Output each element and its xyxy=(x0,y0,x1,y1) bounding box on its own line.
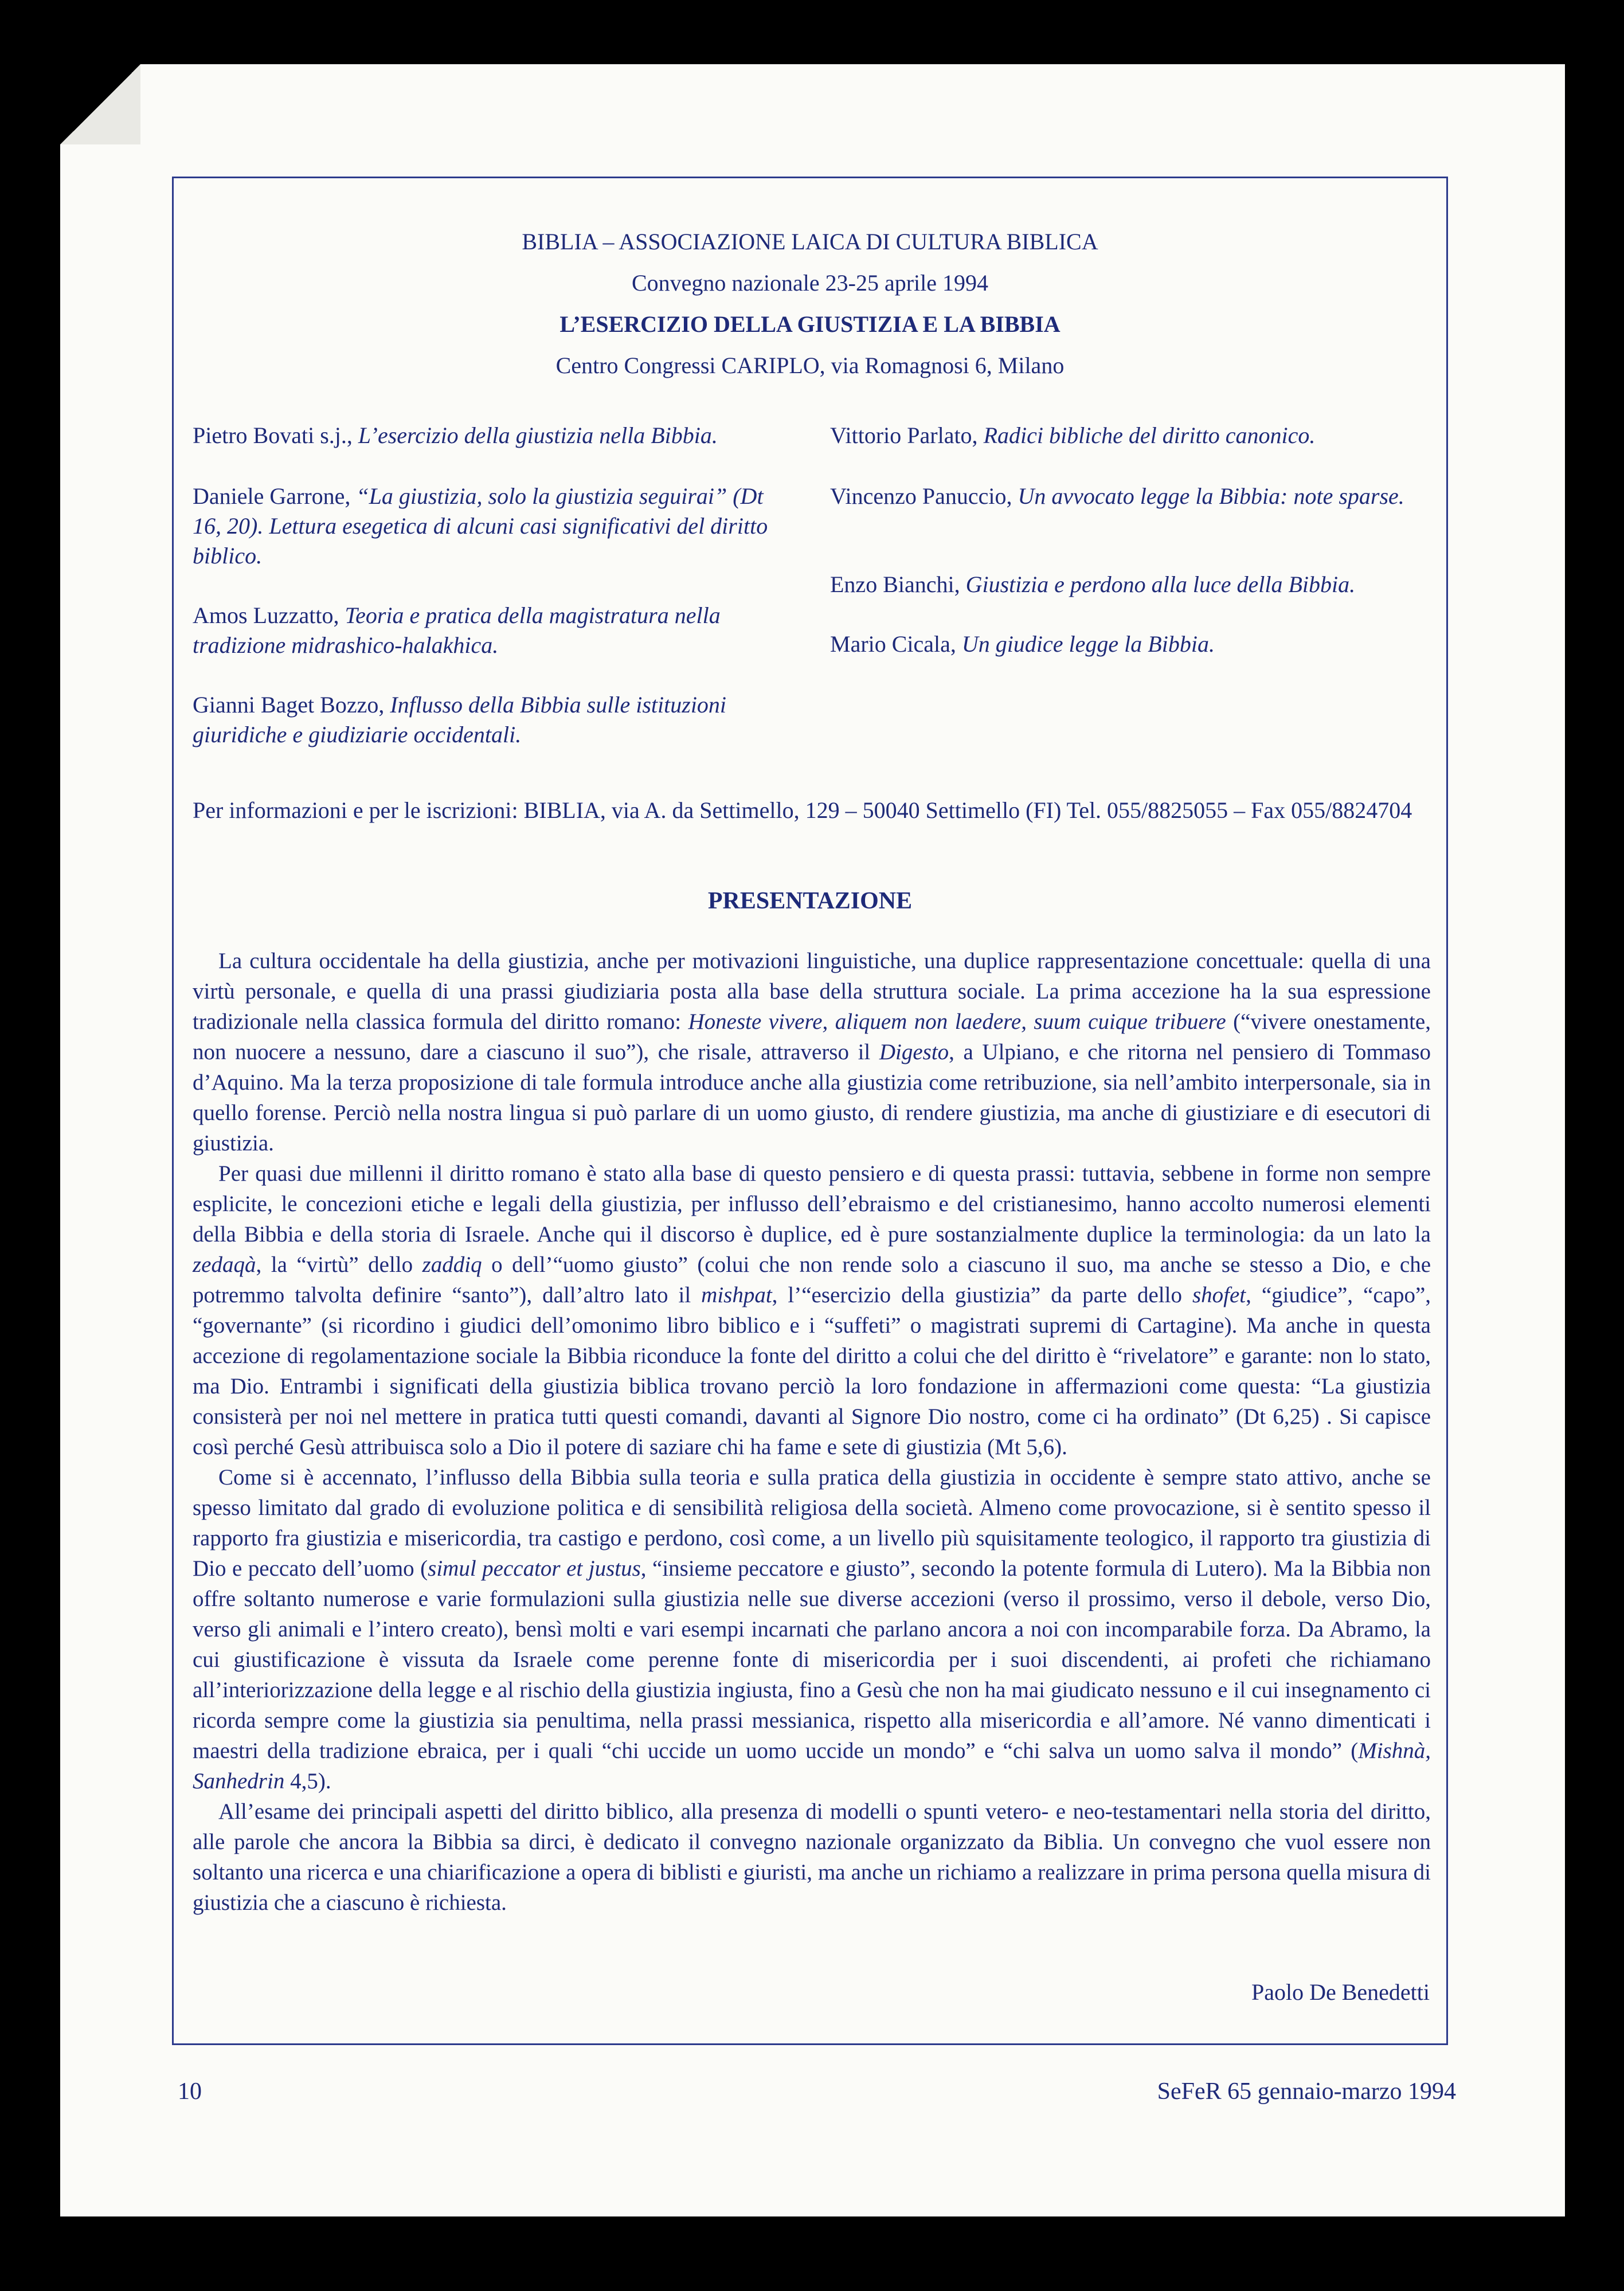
speaker-talk: “La giustizia, solo la giustizia seguirai” (Dt 16, 20). Lettura esegetica di alcuni casi significativi del diritto biblico. xyxy=(193,483,768,569)
speaker-entry xyxy=(193,421,789,451)
speaker-talk: Influsso della Bibbia sulle istituzioni giuridiche e giudiziarie occidentali. xyxy=(193,692,727,747)
author-signature: Paolo De Benedetti xyxy=(1251,1979,1430,2005)
paragraph: All’esame dei principali aspetti del diritto biblico, alla presenza di modelli o spunti vetero- e neo-testamentari nella storia del diritto, alle parole che ancora la Bibbia sa dirci, è dedicato il convegno nazionale organizzato da Biblia. Un convegno che vuol essere non soltanto una ricerca e una chiarificazione a opera di biblisti e giuristi, ma anche un richiamo a realizzare in prima persona quella misura di giustizia che a ciascuno è richiesta. xyxy=(193,1799,1431,1915)
presentation-title: PRESENTAZIONE xyxy=(707,888,913,914)
speaker-name: Enzo Bianchi, xyxy=(830,571,966,597)
term: mishpat xyxy=(701,1283,772,1307)
folded-corner xyxy=(60,64,140,144)
event-line: Convegno nazionale 23-25 aprile 1994 xyxy=(631,270,989,296)
text-run: La cultura occidentale ha della giustizia, anche per motivazioni linguistiche, una duplice rappresentazione concettuale: quella di una virtù personale, e quella di una prassi giudiziaria posta alla base della struttura sociale. La prima accezione ha la sua espressione tradizionale nella classica formula del diritto romano: xyxy=(193,949,1431,1034)
registration-info: Per informazioni e per le iscrizioni: BIBLIA, via A. da Settimello, 129 – 50040 Settimello (FI) Tel. 055/8825055 – Fax 055/8824704 xyxy=(193,797,1412,823)
paragraph xyxy=(193,1158,1431,1462)
journal-footer: SeFeR 65 gennaio-marzo 1994 xyxy=(1157,2078,1456,2105)
text-run: (“vivere onestamente, non nuocere a nessuno, dare a ciascuno il suo”), che risale, attraverso il xyxy=(193,1009,1431,1064)
speaker-entry xyxy=(193,601,789,660)
text-run: , l’“esercizio della giustizia” da parte dello xyxy=(772,1283,1192,1307)
speaker-talk: Teoria e pratica della magistratura nella tradizione midrashico-halakhica. xyxy=(193,602,721,658)
text-run: Come si è accennato, l’influsso della Bibbia sulla teoria e sulla pratica della giustizia in occidente è sempre stato attivo, anche se spesso limitato dal grado di evoluzione politica e di sensibilità religiosa della società. Almeno come provocazione, si è sentito spesso il rapporto fra giustizia e misericordia, tra castigo e perdono, così come, a un livello più squisitamente teologico, il rapporto tra giustizia di Dio e peccato dell’uomo ( xyxy=(193,1465,1431,1581)
speaker-talk: Radici bibliche del diritto canonico. xyxy=(983,422,1316,448)
speaker-name: Gianni Baget Bozzo, xyxy=(193,692,390,718)
org-name: BIBLIA – ASSOCIAZIONE LAICA DI CULTURA BIBLICA xyxy=(522,229,1098,254)
speaker-name: Daniele Garrone, xyxy=(193,483,357,509)
speaker-entry xyxy=(830,570,1432,600)
speaker-talk: Giustizia e perdono alla luce della Bibbia. xyxy=(965,571,1356,597)
speaker-talk: Un giudice legge la Bibbia. xyxy=(961,631,1215,657)
speaker-talk: L’esercizio della giustizia nella Bibbia. xyxy=(358,422,718,448)
text-run: Per quasi due millenni il diritto romano è stato alla base di questo pensiero e di questa prassi: tuttavia, sebbene in forme non sempre esplicite, le concezioni etiche e legali della giustizia, per influsso dell’ebraismo e del cristianesimo, hanno accolto numerosi elementi della Bibbia e della storia di Israele. Anche qui il discorso è duplice, ed è pure sostanzialmente duplice la terminologia: da un lato la xyxy=(193,1161,1431,1247)
speaker-entry xyxy=(830,481,1432,511)
text-run: 4,5). xyxy=(284,1769,331,1793)
term: shofet xyxy=(1192,1283,1246,1307)
conference-title: L’ESERCIZIO DELLA GIUSTIZIA E LA BIBBIA xyxy=(559,311,1061,337)
speaker-talk: Un avvocato legge la Bibbia: note sparse. xyxy=(1018,483,1404,509)
speaker-entry xyxy=(830,629,1432,659)
text-run: o dell’“uomo giusto” (colui che non rende solo a ciascuno il suo, ma anche se stesso a Dio, e che potremmo talvolta definire “santo”), dall’altro lato il xyxy=(193,1252,1431,1307)
term: Digesto xyxy=(879,1040,949,1064)
paragraph xyxy=(193,1462,1431,1796)
speaker-entry xyxy=(193,481,789,571)
speaker-entry xyxy=(830,421,1432,451)
speaker-name: Vincenzo Panuccio, xyxy=(830,483,1018,509)
text-run: , a Ulpiano, e che ritorna nel pensiero di Tommaso d’Aquino. Ma la terza proposizione di tale formula introduce anche alla giustizia come retribuzione, sia nell’ambito interpersonale, sia in quello forense. Perciò nella nostra lingua si può parlare di un uomo giusto, di rendere giustizia, ma anche di giustiziare e di esecutori di giustizia. xyxy=(193,1040,1431,1156)
venue-line: Centro Congressi CARIPLO, via Romagnosi 6, Milano xyxy=(555,353,1065,378)
paragraph xyxy=(193,946,1431,1158)
term: Mishnà, Sanhedrin xyxy=(193,1738,1431,1793)
speaker-name: Mario Cicala, xyxy=(830,631,962,657)
text-run: , la “virtù” dello xyxy=(256,1252,422,1277)
speaker-name: Vittorio Parlato, xyxy=(830,422,984,448)
page-number: 10 xyxy=(178,2078,202,2105)
text-run: , “giudice”, “capo”, “governante” (si ricordino i giudici dell’omonimo libro biblico e i “suffeti” o magistrati supremi di Cartagine). Ma anche in questa accezione di regolamentazione sociale la Bibbia riconduce la fonte del diritto a colui che del diritto è “rivelatore” e garante: non lo stato, ma Dio. Entrambi i significati della giustizia biblica trovano perciò la loro fondazione in affermazioni come questa: “La giustizia consisterà per noi nel mettere in pratica tutti questi comandi, davanti al Signore Dio nostro, come ci ha ordinato” (Dt 6,25) . Si capisce così perché Gesù attribuisca solo a Dio il potere di saziare chi ha fame e sete di giustizia (Mt 5,6). xyxy=(193,1283,1431,1459)
term: zaddiq xyxy=(422,1252,482,1277)
term: simul peccator et justus xyxy=(428,1556,641,1581)
text-run: , “insieme peccatore e giusto”, secondo la potente formula di Lutero). Ma la Bibbia non offre soltanto numerose e varie formulazioni sulla giustizia nelle sue diverse accezioni (verso il prossimo, verso il debole, verso Dio, verso gli animali e l’intero creato), bensì molti e vari esempi incarnati che parlano ancora a noi con incomparabile forza. Da Abramo, la cui giustificazione è vissuta da Israele come perenne fonte di misericordia per i suoi discendenti, ai profeti che richiamano all’interiorizzazione della legge e al rischio della giustizia ingiusta, fino a Gesù che non ha mai giudicato nessuno e il cui insegnamento ci ricorda sempre come la giustizia sia penultima, nella prassi messianica, rispetto alla misericordia e all’amore. Né vanno dimenticati i maestri della tradizione ebraica, per i quali “chi uccide un uomo uccide un mondo” e “chi salva un uomo salva il mondo” ( xyxy=(193,1556,1431,1763)
speaker-entry xyxy=(193,690,789,750)
speaker-name: Pietro Bovati s.j., xyxy=(193,422,358,448)
presentation-body xyxy=(193,946,1431,1918)
latin-formula: Honeste vivere, aliquem non laedere, suum cuique tribuere xyxy=(688,1009,1226,1034)
term: zedaqà xyxy=(193,1252,256,1277)
speaker-name: Amos Luzzatto, xyxy=(193,602,345,628)
